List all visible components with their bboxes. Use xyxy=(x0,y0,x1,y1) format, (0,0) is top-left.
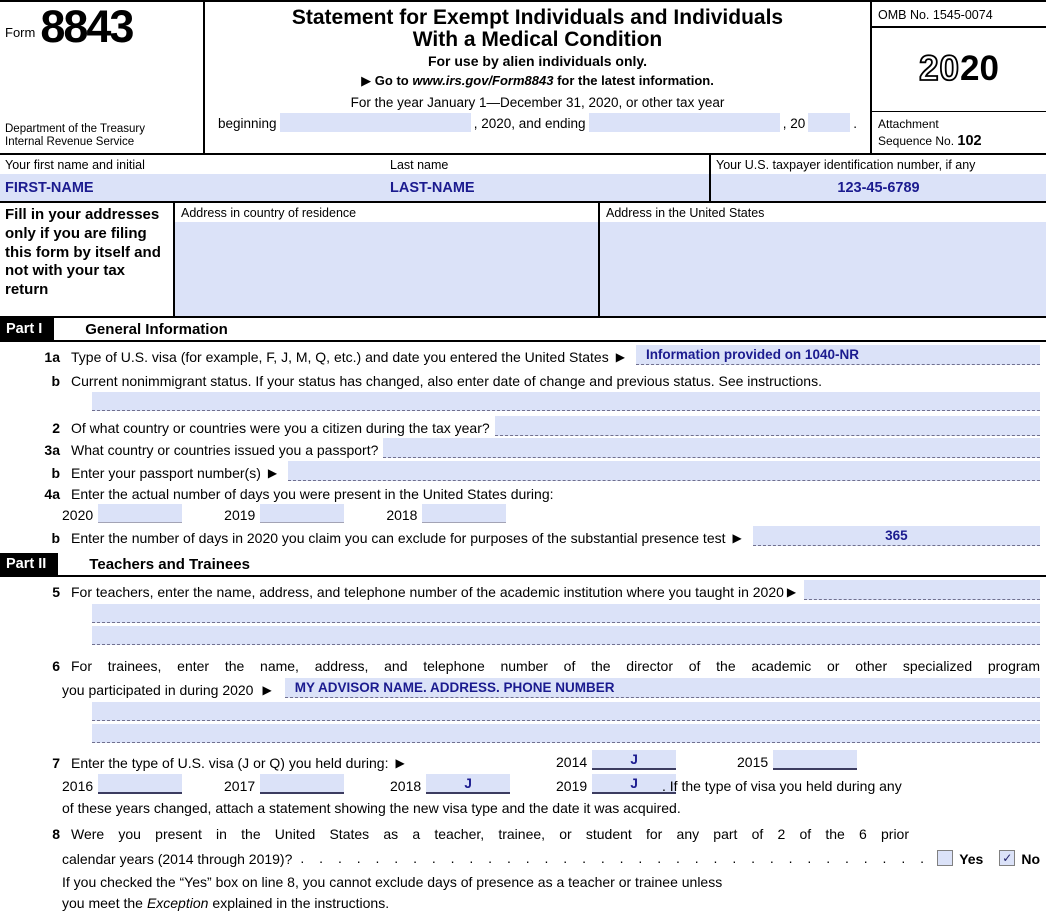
department-block xyxy=(5,123,197,150)
line-5-number: 5 xyxy=(52,584,60,600)
omb-block xyxy=(870,2,1046,153)
form-year-outline: 20 xyxy=(919,49,960,89)
right-arrow-icon: ▶ xyxy=(262,683,272,697)
visa-2018-group xyxy=(390,774,510,794)
line-6-row2 xyxy=(0,674,1046,698)
visa-2018-field[interactable]: J xyxy=(426,774,510,794)
visa-2014-group xyxy=(556,750,676,770)
tin-field[interactable]: 123-45-6789 xyxy=(711,174,1046,201)
teacher-institution-field-line3[interactable] xyxy=(92,626,1040,645)
year-2019-label: 2019 xyxy=(224,507,256,523)
trainee-director-field-line2[interactable] xyxy=(92,702,1040,721)
dept-line2: Internal Revenue Service xyxy=(5,136,135,149)
year-2019-label: 2019 xyxy=(556,778,588,794)
line-1a xyxy=(0,342,1046,368)
goto-line xyxy=(361,73,714,89)
form-title-line1: Statement for Exempt Individuals and Individuals xyxy=(291,6,784,29)
line-4b-number: b xyxy=(51,530,60,546)
line-8-text2: calendar years (2014 through 2019)? xyxy=(62,851,293,867)
line-8-number: 8 xyxy=(52,826,60,842)
residence-address-column xyxy=(175,203,600,316)
note-italic-word: Exception xyxy=(146,895,209,911)
mid-label: , 2020, and ending xyxy=(473,115,586,131)
line-8-row2 xyxy=(0,842,1046,867)
form-subtitle: For use by alien individuals only. xyxy=(427,52,648,69)
line-1b xyxy=(0,368,1046,389)
name-columns xyxy=(0,155,709,201)
beginning-label: beginning xyxy=(218,115,277,131)
line-2 xyxy=(0,411,1046,436)
line-1b-text: Current nonimmigrant status. If your status has changed, also enter date of change and previous status. See instructions. xyxy=(71,373,822,389)
line-7-row3 xyxy=(0,795,1046,816)
form-id-block xyxy=(0,2,205,153)
year-2018-label: 2018 xyxy=(386,507,418,523)
line-8 xyxy=(0,819,1046,842)
line-3b-text: Enter your passport number(s) xyxy=(71,465,261,481)
part1-label: Part I xyxy=(0,318,54,340)
beginning-date-field[interactable] xyxy=(280,113,471,132)
first-name-field[interactable]: FIRST-NAME xyxy=(5,179,94,196)
no-label: No xyxy=(1021,851,1040,867)
line-6 xyxy=(0,649,1046,674)
line-4a xyxy=(0,481,1046,502)
visa-type-value: Information provided on 1040-NR xyxy=(645,347,859,362)
ending-year-field[interactable] xyxy=(808,113,850,132)
days-2020-field[interactable] xyxy=(98,504,182,523)
line-6-text: For trainees, enter the name, address, and telephone number of the director of the academic or other specialized program xyxy=(71,658,1040,674)
form-word: Form xyxy=(5,25,36,41)
visa-2017-group xyxy=(224,774,344,794)
right-arrow-icon: ▶ xyxy=(395,756,405,770)
visa-2015-field[interactable] xyxy=(773,750,857,770)
visa-2019-group xyxy=(556,774,676,794)
part1-bar xyxy=(0,318,1046,342)
line-3b-number: b xyxy=(51,465,60,481)
dept-line1: Department of the Treasury xyxy=(5,122,145,135)
line-7-row2 xyxy=(0,771,1046,795)
address-block xyxy=(0,203,1046,318)
part1-title: General Information xyxy=(85,320,228,338)
trainee-director-value: MY ADVISOR NAME. ADDRESS. PHONE NUMBER xyxy=(294,680,615,695)
first-name-label: Your first name and initial xyxy=(5,157,145,172)
line-3b xyxy=(0,458,1046,481)
form-year xyxy=(872,28,1046,112)
residence-address-field[interactable] xyxy=(175,222,598,316)
days-2018-field[interactable] xyxy=(422,504,506,523)
passport-country-field[interactable] xyxy=(383,438,1040,458)
tin-label: Your U.S. taxpayer identification number, if any xyxy=(716,157,976,172)
line-6-text2: you participated in during 2020 xyxy=(62,682,254,698)
passport-number-field[interactable] xyxy=(288,461,1040,481)
tin-column xyxy=(709,155,1046,201)
line-4a-number: 4a xyxy=(44,486,60,502)
line-4b xyxy=(0,523,1046,547)
ending-date-field[interactable] xyxy=(589,113,780,132)
line-4a-years-row xyxy=(0,502,1046,523)
right-arrow-icon: ▶ xyxy=(786,585,797,599)
year-2020-label: 2020 xyxy=(62,507,94,523)
line-3a-text: What country or countries issued you a passport? xyxy=(71,442,379,458)
attachment-line1: Attachment xyxy=(878,116,939,131)
line-3a-number: 3a xyxy=(44,442,60,458)
line-3a xyxy=(0,436,1046,458)
teacher-institution-field[interactable] xyxy=(804,580,1040,600)
line-7-number: 7 xyxy=(52,755,60,771)
year-2017-label: 2017 xyxy=(224,778,256,794)
excluded-days-value: 365 xyxy=(885,528,908,543)
line-6-number: 6 xyxy=(52,658,60,674)
goto-suffix: for the latest information. xyxy=(557,72,714,88)
line-7-text3: of these years changed, attach a statement showing the new visa type and the date it was acquired. xyxy=(62,800,681,816)
note-pre-italic: you meet the xyxy=(62,895,143,911)
visa-2016-group xyxy=(62,774,182,794)
right-arrow-icon: ▶ xyxy=(732,531,742,545)
no-checkbox[interactable]: ✓ xyxy=(999,850,1015,866)
last-name-field[interactable]: LAST-NAME xyxy=(390,179,475,196)
goto-prefix: Go to xyxy=(374,72,409,88)
line-7-continuation: . If the type of visa you held during any xyxy=(662,778,902,794)
visa-2019-field[interactable]: J xyxy=(592,774,676,794)
us-address-column xyxy=(600,203,1046,316)
identity-row xyxy=(0,155,1046,203)
part2-label: Part II xyxy=(0,553,58,575)
part2-title: Teachers and Trainees xyxy=(89,555,250,573)
visa-2017-field[interactable] xyxy=(260,774,344,794)
teacher-institution-field-line2[interactable] xyxy=(92,604,1040,623)
omb-number: OMB No. 1545-0074 xyxy=(872,2,1046,28)
tax-year-line: For the year January 1—December 31, 2020, or other tax year xyxy=(350,94,725,110)
year-2016-label: 2016 xyxy=(62,778,94,794)
year-2015-label: 2015 xyxy=(737,754,769,770)
line-8-text: Were you present in the United States as a teacher, trainee, or student for any part of 2 of the 6 prior xyxy=(71,826,909,842)
line-5-text: For teachers, enter the name, address, and telephone number of the academic institution where you taught in 2020 xyxy=(71,584,784,600)
right-arrow-icon: ▶ xyxy=(267,466,278,480)
residence-address-label: Address in country of residence xyxy=(175,203,598,222)
right-arrow-icon: ▶ xyxy=(361,72,372,88)
yes-checkbox[interactable] xyxy=(937,850,953,866)
line-7-text: Enter the type of U.S. visa (J or Q) you held during: xyxy=(71,755,389,771)
year-2018-label: 2018 xyxy=(390,778,422,794)
form-number: 8843 xyxy=(40,1,133,52)
line-1a-number: 1a xyxy=(44,349,60,365)
attachment-number: 102 xyxy=(957,132,982,149)
title-block xyxy=(205,2,870,153)
goto-url: www.irs.gov/Form8843 xyxy=(412,72,554,88)
year-suffix-label: , 20 xyxy=(782,115,806,131)
right-arrow-icon: ▶ xyxy=(615,350,625,364)
line-8-note-text1: If you checked the “Yes” box on line 8, you cannot exclude days of presence as a teacher or trainee unless xyxy=(62,874,723,890)
visa-type-field[interactable] xyxy=(636,345,1040,365)
form-header xyxy=(0,0,1046,155)
part2-bar xyxy=(0,553,1046,577)
note-post-italic: explained in the instructions. xyxy=(212,895,390,911)
us-address-field[interactable] xyxy=(600,222,1046,316)
us-address-label: Address in the United States xyxy=(600,203,1046,222)
line-7 xyxy=(0,746,1046,771)
days-2019-field[interactable] xyxy=(260,504,344,523)
line-2-text: Of what country or countries were you a citizen during the tax year? xyxy=(71,420,490,436)
last-name-label: Last name xyxy=(390,157,449,172)
period-label: . xyxy=(853,115,857,131)
form-title-line2: With a Medical Condition xyxy=(412,28,663,52)
yes-label: Yes xyxy=(959,851,984,867)
nonimmigrant-status-field[interactable] xyxy=(92,392,1040,411)
trainee-director-field-line3[interactable] xyxy=(92,724,1040,743)
line-1a-text: Type of U.S. visa (for example, F, J, M, Q, etc.) and date you entered the United States xyxy=(71,349,609,365)
line-2-number: 2 xyxy=(52,420,60,436)
excluded-days-field[interactable] xyxy=(753,526,1040,546)
address-note: Fill in your addresses only if you are filing this form by itself and not with your tax return xyxy=(0,203,175,316)
visa-2014-field[interactable]: J xyxy=(592,750,676,770)
attachment-line2: Sequence No. xyxy=(878,133,955,148)
tax-year-fields-row xyxy=(215,113,860,132)
line-4a-text: Enter the actual number of days you were present in the United States during: xyxy=(71,486,554,502)
dot-leader: . . . . . . . . . . . . . . . . . . . . . . . . . . . . . . . . . . xyxy=(300,850,924,866)
line-5 xyxy=(0,577,1046,601)
line-1b-number: b xyxy=(51,373,60,389)
form-year-bold: 20 xyxy=(960,49,999,89)
line-8-note2 xyxy=(0,890,1046,911)
line-4b-text: Enter the number of days in 2020 you claim you can exclude for purposes of the substantial presence test xyxy=(71,530,726,546)
attachment-sequence xyxy=(872,112,1046,153)
visa-2015-group xyxy=(737,750,857,770)
trainee-director-field[interactable] xyxy=(285,678,1040,698)
visa-2016-field[interactable] xyxy=(98,774,182,794)
citizen-country-field[interactable] xyxy=(495,416,1040,436)
year-2014-label: 2014 xyxy=(556,754,588,770)
